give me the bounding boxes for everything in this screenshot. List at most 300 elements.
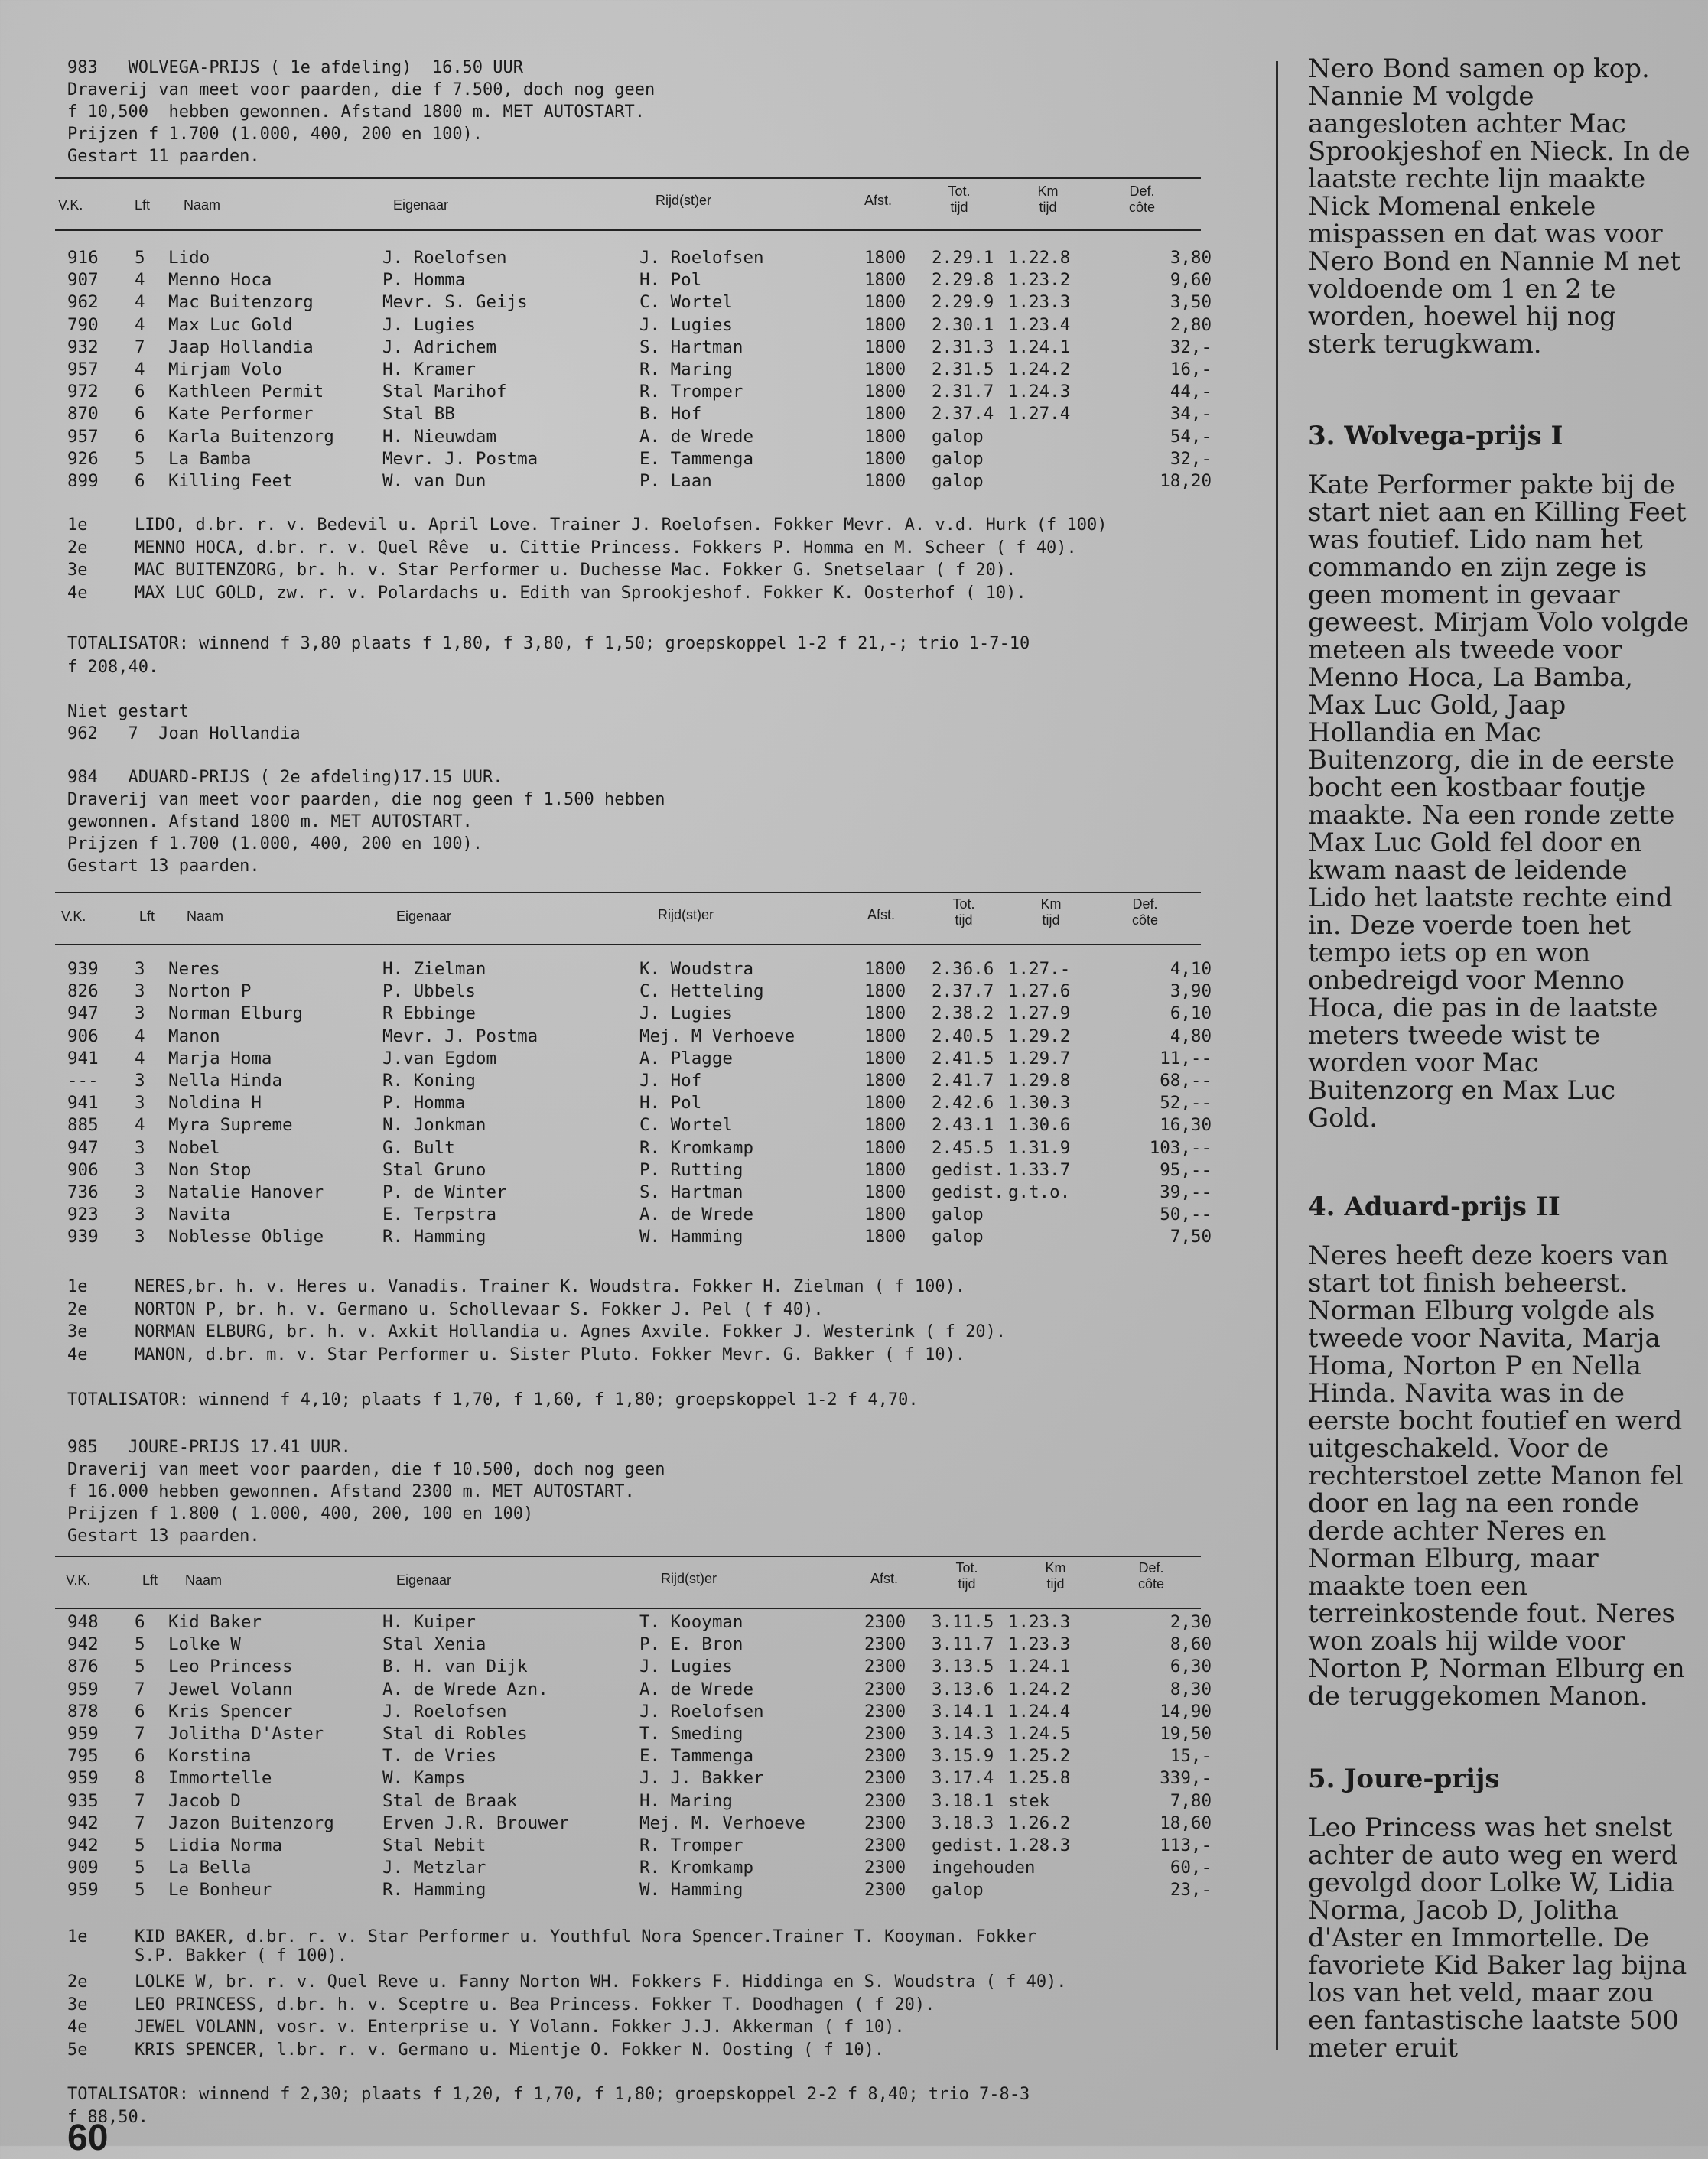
- vk-cell: 939: [67, 1227, 99, 1247]
- race-983-totalisator: TOTALISATOR: winnend f 3,80 plaats f 1,80, f 3,80, f 1,50; groepskoppel 1-2 f 21,-; trio 1-7-10 f 208,40.: [67, 634, 1030, 677]
- table-row: [55, 1813, 1218, 1835]
- cote-cell: 11,--: [1160, 1048, 1212, 1068]
- km-tijd-cell: 1.23.2: [1008, 270, 1071, 291]
- vk-cell: 948: [67, 1612, 99, 1632]
- afst-cell: 1800: [864, 448, 906, 469]
- tot-tijd-cell: 2.37.4: [932, 404, 994, 424]
- naam-cell: Nella Hinda: [168, 1070, 283, 1091]
- header-km: Km tijd: [1037, 184, 1059, 215]
- afst-cell: 2300: [864, 1790, 906, 1811]
- naam-cell: Le Bonheur: [168, 1880, 272, 1901]
- vk-cell: 932: [67, 337, 99, 357]
- eigenaar-cell: P. de Winter: [382, 1182, 507, 1202]
- naam-cell: Nobel: [168, 1137, 220, 1158]
- eigenaar-cell: Stal de Braak: [382, 1790, 518, 1811]
- rijdster-cell: K. Woudstra: [639, 959, 754, 979]
- vk-cell: 923: [67, 1205, 99, 1225]
- cote-cell: 7,80: [1170, 1790, 1212, 1811]
- table-row: [55, 337, 1218, 359]
- naam-cell: Kathleen Permit: [168, 382, 324, 402]
- tot-tijd-cell: 2.41.5: [932, 1048, 994, 1068]
- eigenaar-cell: Stal Gruno: [382, 1159, 486, 1180]
- afst-cell: 1800: [864, 1182, 906, 1202]
- naam-cell: Kid Baker: [168, 1612, 262, 1632]
- table-row: [55, 959, 1218, 981]
- lft-cell: 3: [135, 1159, 145, 1180]
- tot-tijd-cell: 2.36.6: [932, 959, 994, 979]
- table-row: [55, 1724, 1218, 1746]
- lft-cell: 6: [135, 1746, 145, 1767]
- cote-cell: 34,-: [1170, 404, 1212, 424]
- tot-tijd-cell: 3.13.6: [932, 1679, 994, 1699]
- naam-cell: Menno Hoca: [168, 270, 272, 291]
- afst-cell: 2300: [864, 1813, 906, 1833]
- header-tot: Tot. tijd: [948, 184, 971, 215]
- afst-cell: 1800: [864, 359, 906, 379]
- header-tot: Tot. tijd: [952, 896, 975, 928]
- lft-cell: 5: [135, 1858, 145, 1878]
- table-row: [55, 315, 1218, 337]
- naam-cell: Navita: [168, 1205, 231, 1225]
- placement: 5e: [67, 2040, 88, 2060]
- tot-tijd-cell: 2.29.8: [932, 270, 994, 291]
- placement-line: [67, 1277, 1215, 1300]
- table-row: [55, 1634, 1218, 1657]
- rijdster-cell: S. Hartman: [639, 337, 743, 357]
- table-row: [55, 471, 1218, 493]
- km-tijd-cell: 1.30.3: [1008, 1093, 1071, 1114]
- rijdster-cell: P. Rutting: [639, 1159, 743, 1180]
- table-row: [55, 1227, 1218, 1249]
- table-row: [55, 270, 1218, 292]
- afst-cell: 1800: [864, 292, 906, 313]
- naam-cell: Korstina: [168, 1746, 252, 1767]
- header-vk: V.K.: [61, 909, 86, 924]
- rijdster-cell: A. de Wrede: [639, 426, 754, 447]
- tot-tijd-cell: galop: [932, 1227, 984, 1247]
- table-row: [55, 1880, 1218, 1902]
- naam-cell: Immortelle: [168, 1768, 272, 1789]
- placement: 3e: [67, 561, 88, 580]
- eigenaar-cell: Stal di Robles: [382, 1723, 528, 1744]
- race-984-table-header: [55, 892, 1201, 945]
- afst-cell: 2300: [864, 1723, 906, 1744]
- placement: 1e: [67, 515, 88, 535]
- table-row: [55, 1160, 1218, 1182]
- eigenaar-cell: Stal Nebit: [382, 1835, 486, 1855]
- naam-cell: Noblesse Oblige: [168, 1227, 324, 1247]
- cote-cell: 18,20: [1160, 470, 1212, 491]
- table-row: [55, 1858, 1218, 1880]
- placement-line: [67, 2018, 1215, 2040]
- eigenaar-cell: P. Ubbels: [382, 981, 476, 1002]
- tot-tijd-cell: 2.31.7: [932, 382, 994, 402]
- vk-cell: 826: [67, 981, 99, 1002]
- table-row: [55, 1835, 1218, 1858]
- tot-tijd-cell: 2.45.5: [932, 1137, 994, 1158]
- tot-tijd-cell: 3.18.1: [932, 1790, 994, 1811]
- placement-text: NERES,br. h. v. Heres u. Vanadis. Trainer K. Woudstra. Fokker H. Zielman ( f 100).: [135, 1277, 966, 1296]
- section-heading: 3. Wolvega-prijs I: [1308, 421, 1563, 451]
- vk-cell: 959: [67, 1880, 99, 1901]
- cote-cell: 4,10: [1170, 959, 1212, 979]
- rijdster-cell: R. Tromper: [639, 1835, 743, 1855]
- tot-tijd-cell: galop: [932, 1880, 984, 1901]
- vk-cell: 942: [67, 1813, 99, 1833]
- cote-cell: 32,-: [1170, 448, 1212, 469]
- lft-cell: 3: [135, 1070, 145, 1091]
- km-tijd-cell: 1.23.3: [1008, 1634, 1071, 1655]
- naam-cell: Kris Spencer: [168, 1701, 293, 1722]
- cote-cell: 8,60: [1170, 1634, 1212, 1655]
- afst-cell: 2300: [864, 1657, 906, 1677]
- vk-cell: 941: [67, 1093, 99, 1114]
- header-rijdster: Rijd(st)er: [658, 907, 714, 922]
- eigenaar-cell: E. Terpstra: [382, 1205, 497, 1225]
- race-983-table-header: [55, 177, 1201, 231]
- eigenaar-cell: Stal Xenia: [382, 1634, 486, 1655]
- table-row: [55, 1612, 1218, 1634]
- header-afst: Afst.: [870, 1571, 899, 1586]
- tot-tijd-cell: gedist.: [932, 1835, 1004, 1855]
- placement-text: LIDO, d.br. r. v. Bedevil u. April Love. Trainer J. Roelofsen. Fokker Mevr. A. v.d. Hurk (f 100): [135, 515, 1108, 535]
- vk-cell: 957: [67, 359, 99, 379]
- placement: 3e: [67, 1995, 88, 2014]
- afst-cell: 2300: [864, 1612, 906, 1632]
- afst-cell: 1800: [864, 270, 906, 291]
- lft-cell: 7: [135, 1813, 145, 1833]
- afst-cell: 1800: [864, 1205, 906, 1225]
- afst-cell: 1800: [864, 1137, 906, 1158]
- vk-cell: 947: [67, 1137, 99, 1158]
- eigenaar-cell: N. Jonkman: [382, 1115, 486, 1136]
- naam-cell: Leo Princess: [168, 1657, 293, 1677]
- vk-cell: 885: [67, 1115, 99, 1136]
- race-985-intro: 985 JOURE-PRIJS 17.41 UUR. Draverij van meet voor paarden, die f 10.500, doch nog geen f 16.000 hebben gewonnen. Afstand 2300 m. MET AUTOSTART. Prijzen f 1.800 ( 1.000, 400, 200, 100 en 100) Gestart 13 paarden.: [67, 1438, 665, 1546]
- cote-cell: 39,--: [1160, 1182, 1212, 1202]
- placement-text: NORTON P, br. h. v. Germano u. Schollevaar S. Fokker J. Pel ( f 40).: [135, 1299, 824, 1319]
- cote-cell: 9,60: [1170, 270, 1212, 291]
- table-row: [55, 382, 1218, 404]
- km-tijd-cell: 1.24.4: [1008, 1701, 1071, 1722]
- tot-tijd-cell: 2.43.1: [932, 1115, 994, 1136]
- header-lft: Lft: [135, 197, 151, 213]
- race-983-uitslag: [67, 515, 1215, 606]
- lft-cell: 4: [135, 359, 145, 379]
- section-heading: 5. Joure-prijs: [1308, 1764, 1500, 1794]
- naam-cell: Jewel Volann: [168, 1679, 293, 1699]
- header-afst: Afst.: [867, 907, 896, 922]
- rijdster-cell: W. Hamming: [639, 1227, 743, 1247]
- km-tijd-cell: g.t.o.: [1008, 1182, 1071, 1202]
- cote-cell: 14,90: [1160, 1701, 1212, 1722]
- table-row: [55, 248, 1218, 270]
- lft-cell: 4: [135, 314, 145, 335]
- table-row: [55, 427, 1218, 449]
- eigenaar-cell: J. Roelofsen: [382, 1701, 507, 1722]
- cote-cell: 23,-: [1170, 1880, 1212, 1901]
- lft-cell: 8: [135, 1768, 145, 1789]
- header-eigenaar: Eigenaar: [393, 197, 449, 213]
- header-rijdster: Rijd(st)er: [661, 1571, 717, 1586]
- lft-cell: 6: [135, 470, 145, 491]
- table-row: [55, 1071, 1218, 1093]
- rijdster-cell: Mej. M Verhoeve: [639, 1026, 795, 1046]
- eigenaar-cell: J.van Egdom: [382, 1048, 497, 1068]
- afst-cell: 2300: [864, 1858, 906, 1878]
- header-def: Def. côte: [1137, 1560, 1165, 1592]
- lft-cell: 3: [135, 1182, 145, 1202]
- placement-text: JEWEL VOLANN, vosr. v. Enterprise u. Y Volann. Fokker J.J. Akkerman ( f 10).: [135, 2018, 905, 2037]
- naam-cell: Mirjam Volo: [168, 359, 283, 379]
- lft-cell: 3: [135, 981, 145, 1002]
- naam-cell: Jacob D: [168, 1790, 241, 1811]
- cote-cell: 16,30: [1160, 1115, 1212, 1136]
- km-tijd-cell: 1.29.7: [1008, 1048, 1071, 1068]
- cote-cell: 3,50: [1170, 292, 1212, 313]
- cote-cell: 32,-: [1170, 337, 1212, 357]
- lft-cell: 7: [135, 1679, 145, 1699]
- placement: 1e: [67, 1277, 88, 1296]
- placement-line: [67, 1322, 1215, 1345]
- cote-cell: 68,--: [1160, 1070, 1212, 1091]
- cote-cell: 16,-: [1170, 359, 1212, 379]
- placement: 1e: [67, 1927, 88, 1946]
- km-tijd-cell: 1.27.9: [1008, 1003, 1071, 1024]
- eigenaar-cell: J. Adrichem: [382, 337, 497, 357]
- eigenaar-cell: B. H. van Dijk: [382, 1657, 528, 1677]
- vk-cell: 959: [67, 1768, 99, 1789]
- rijdster-cell: J. Lugies: [639, 1003, 733, 1024]
- afst-cell: 1800: [864, 1093, 906, 1114]
- header-lft: Lft: [142, 1572, 158, 1588]
- afst-cell: 2300: [864, 1880, 906, 1901]
- rijdster-cell: P. Laan: [639, 470, 712, 491]
- afst-cell: 1800: [864, 1159, 906, 1180]
- rijdster-cell: B. Hof: [639, 404, 702, 424]
- race-984-totalisator: TOTALISATOR: winnend f 4,10; plaats f 1,70, f 1,60, f 1,80; groepskoppel 1-2 f 4,70.: [67, 1390, 919, 1410]
- cote-cell: 19,50: [1160, 1723, 1212, 1744]
- cote-cell: 54,-: [1170, 426, 1212, 447]
- eigenaar-cell: P. Homma: [382, 1093, 466, 1114]
- vk-cell: 916: [67, 248, 99, 268]
- naam-cell: Lido: [168, 248, 210, 268]
- lft-cell: 3: [135, 1137, 145, 1158]
- km-tijd-cell: 1.24.2: [1008, 359, 1071, 379]
- tot-tijd-cell: 3.17.4: [932, 1768, 994, 1789]
- eigenaar-cell: Mevr. J. Postma: [382, 448, 538, 469]
- placement: 2e: [67, 1299, 88, 1319]
- lft-cell: 5: [135, 1880, 145, 1901]
- placement-text: NORMAN ELBURG, br. h. v. Axkit Hollandia u. Agnes Axvile. Fokker J. Westerink ( f 20).: [135, 1322, 1007, 1341]
- km-tijd-cell: 1.29.2: [1008, 1026, 1071, 1046]
- lft-cell: 4: [135, 270, 145, 291]
- km-tijd-cell: 1.29.8: [1008, 1070, 1071, 1091]
- lft-cell: 3: [135, 1227, 145, 1247]
- vk-cell: 947: [67, 1003, 99, 1024]
- race-985-rows: [55, 1612, 1218, 1902]
- rijdster-cell: A. de Wrede: [639, 1205, 754, 1225]
- lft-cell: 4: [135, 1115, 145, 1136]
- cote-cell: 6,30: [1170, 1657, 1212, 1677]
- lft-cell: 4: [135, 1026, 145, 1046]
- afst-cell: 1800: [864, 1048, 906, 1068]
- cote-cell: 8,30: [1170, 1679, 1212, 1699]
- afst-cell: 1800: [864, 382, 906, 402]
- lft-cell: 7: [135, 337, 145, 357]
- km-tijd-cell: 1.30.6: [1008, 1115, 1071, 1136]
- lft-cell: 3: [135, 1205, 145, 1225]
- rijdster-cell: R. Maring: [639, 359, 733, 379]
- naam-cell: Lolke W: [168, 1634, 241, 1655]
- eigenaar-cell: R Ebbinge: [382, 1003, 476, 1024]
- placement-text: MENNO HOCA, d.br. r. v. Quel Rêve u. Cittie Princess. Fokkers P. Homma en M. Scheer ( f 40).: [135, 538, 1077, 558]
- cote-cell: 103,--: [1149, 1137, 1212, 1158]
- header-def: Def. côte: [1128, 184, 1156, 215]
- naam-cell: Max Luc Gold: [168, 314, 293, 335]
- placement-line: [67, 538, 1215, 561]
- report-paragraph: Leo Princess was het snelst achter de auto weg en werd gevolgd door Lolke W, Lidia Norma, Jacob D, Jolitha d'Aster en Immortelle. De favoriete Kid Baker lag bijna los van het veld, maar zou een fantastische laatste 500 meter eruit: [1308, 1813, 1687, 2063]
- tot-tijd-cell: 3.11.5: [932, 1612, 994, 1632]
- eigenaar-cell: A. de Wrede Azn.: [382, 1679, 548, 1699]
- vk-cell: 939: [67, 959, 99, 979]
- km-tijd-cell: 1.24.1: [1008, 1657, 1071, 1677]
- km-tijd-cell: 1.25.8: [1008, 1768, 1071, 1789]
- race-984-rows: [55, 959, 1218, 1249]
- naam-cell: La Bella: [168, 1858, 252, 1878]
- tot-tijd-cell: 3.18.3: [932, 1813, 994, 1833]
- afst-cell: 1800: [864, 404, 906, 424]
- placement-line: [67, 1972, 1215, 1995]
- tot-tijd-cell: 3.15.9: [932, 1746, 994, 1767]
- eigenaar-cell: J. Metzlar: [382, 1858, 486, 1878]
- rijdster-cell: J. Roelofsen: [639, 1701, 764, 1722]
- eigenaar-cell: R. Koning: [382, 1070, 476, 1091]
- eigenaar-cell: H. Kuiper: [382, 1612, 476, 1632]
- lft-cell: 5: [135, 1835, 145, 1855]
- placement-line: [67, 1300, 1215, 1323]
- rijdster-cell: H. Maring: [639, 1790, 733, 1811]
- cote-cell: 113,-: [1160, 1835, 1212, 1855]
- afst-cell: 1800: [864, 1026, 906, 1046]
- race-984-uitslag: [67, 1277, 1215, 1367]
- placement-line: [67, 2040, 1215, 2063]
- table-row: [55, 1657, 1218, 1679]
- afst-cell: 2300: [864, 1746, 906, 1767]
- tot-tijd-cell: 2.31.3: [932, 337, 994, 357]
- race-983-rows: [55, 248, 1218, 493]
- lft-cell: 5: [135, 1634, 145, 1655]
- rijdster-cell: R. Kromkamp: [639, 1858, 754, 1878]
- rijdster-cell: E. Tammenga: [639, 1746, 754, 1767]
- vk-cell: 935: [67, 1790, 99, 1811]
- lft-cell: 6: [135, 382, 145, 402]
- vk-cell: 959: [67, 1723, 99, 1744]
- vk-cell: 906: [67, 1159, 99, 1180]
- afst-cell: 1800: [864, 470, 906, 491]
- tot-tijd-cell: 2.40.5: [932, 1026, 994, 1046]
- eigenaar-cell: T. de Vries: [382, 1746, 497, 1767]
- km-tijd-cell: 1.24.3: [1008, 382, 1071, 402]
- rijdster-cell: E. Tammenga: [639, 448, 754, 469]
- vk-cell: 942: [67, 1835, 99, 1855]
- vk-cell: 957: [67, 426, 99, 447]
- vk-cell: 795: [67, 1746, 99, 1767]
- afst-cell: 1800: [864, 1227, 906, 1247]
- placement: 2e: [67, 538, 88, 558]
- naam-cell: Killing Feet: [168, 470, 293, 491]
- vk-cell: 878: [67, 1701, 99, 1722]
- cote-cell: 2,80: [1170, 314, 1212, 335]
- lft-cell: 5: [135, 1657, 145, 1677]
- rijdster-cell: H. Pol: [639, 1093, 702, 1114]
- naam-cell: Manon: [168, 1026, 220, 1046]
- tot-tijd-cell: 3.14.1: [932, 1701, 994, 1722]
- eigenaar-cell: P. Homma: [382, 270, 466, 291]
- cote-cell: 50,--: [1160, 1205, 1212, 1225]
- lft-cell: 6: [135, 1612, 145, 1632]
- vk-cell: 962: [67, 292, 99, 313]
- rijdster-cell: A. de Wrede: [639, 1679, 754, 1699]
- tot-tijd-cell: 3.14.3: [932, 1723, 994, 1744]
- cote-cell: 15,-: [1170, 1746, 1212, 1767]
- placement: 3e: [67, 1322, 88, 1341]
- placement-line: [67, 1345, 1215, 1368]
- eigenaar-cell: Mevr. S. Geijs: [382, 292, 528, 313]
- eigenaar-cell: Stal Marihof: [382, 382, 507, 402]
- placement-text: KID BAKER, d.br. r. v. Star Performer u. Youthful Nora Spencer.Trainer T. Kooyman. Fokker S.P. Bakker ( f 100).: [135, 1927, 1036, 1966]
- table-row: [55, 1679, 1218, 1702]
- table-row: [55, 1746, 1218, 1768]
- naam-cell: Non Stop: [168, 1159, 252, 1180]
- naam-cell: Jaap Hollandia: [168, 337, 314, 357]
- vk-cell: 736: [67, 1182, 99, 1202]
- afst-cell: 1800: [864, 981, 906, 1002]
- rijdster-cell: H. Pol: [639, 270, 702, 291]
- km-tijd-cell: 1.22.8: [1008, 248, 1071, 268]
- naam-cell: Lidia Norma: [168, 1835, 283, 1855]
- naam-cell: Noldina H: [168, 1093, 262, 1114]
- naam-cell: Karla Buitenzorg: [168, 426, 334, 447]
- cote-cell: 60,-: [1170, 1858, 1212, 1878]
- header-def: Def. côte: [1131, 896, 1159, 928]
- naam-cell: Norton P: [168, 981, 252, 1002]
- cote-cell: 3,80: [1170, 248, 1212, 268]
- tot-tijd-cell: gedist.: [932, 1159, 1004, 1180]
- tot-tijd-cell: 2.38.2: [932, 1003, 994, 1024]
- lft-cell: 6: [135, 1701, 145, 1722]
- vk-cell: 870: [67, 404, 99, 424]
- afst-cell: 1800: [864, 1003, 906, 1024]
- afst-cell: 2300: [864, 1835, 906, 1855]
- rijdster-cell: R. Tromper: [639, 382, 743, 402]
- rijdster-cell: T. Kooyman: [639, 1612, 743, 1632]
- afst-cell: 1800: [864, 337, 906, 357]
- header-km: Km tijd: [1045, 1560, 1066, 1592]
- vk-cell: 876: [67, 1657, 99, 1677]
- afst-cell: 1800: [864, 314, 906, 335]
- race-985-uitslag: [67, 1927, 1215, 2063]
- km-tijd-cell: 1.23.3: [1008, 1612, 1071, 1632]
- cote-cell: 52,--: [1160, 1093, 1212, 1114]
- header-lft: Lft: [139, 909, 155, 924]
- tot-tijd-cell: galop: [932, 426, 984, 447]
- vk-cell: 959: [67, 1679, 99, 1699]
- vk-cell: 790: [67, 314, 99, 335]
- afst-cell: 2300: [864, 1768, 906, 1789]
- section-heading: 4. Aduard-prijs II: [1308, 1192, 1560, 1222]
- afst-cell: 1800: [864, 248, 906, 268]
